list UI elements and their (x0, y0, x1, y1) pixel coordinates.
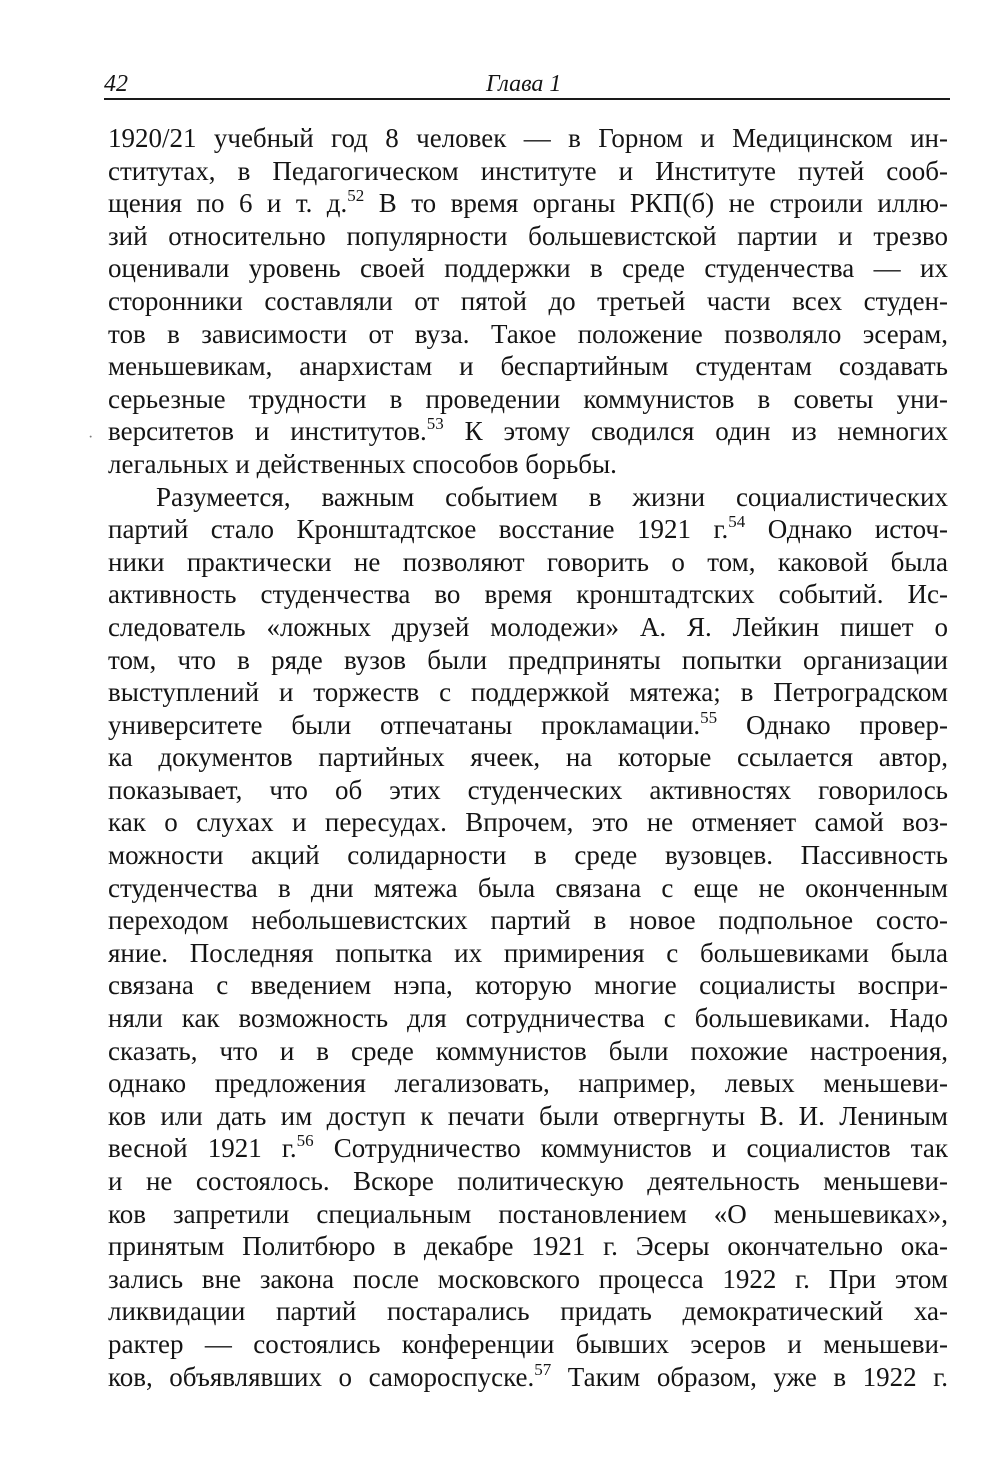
text-line (108, 513, 948, 546)
text-line: легальных и действенных способов борьбы. (108, 448, 617, 479)
footnote-ref-57: 57 (534, 1359, 552, 1379)
text-line: переходом небольшевистских партий в новое подпольное состо- (108, 905, 948, 936)
text-line: однако предложения легализовать, например, левых меньшеви- (108, 1068, 948, 1099)
text-line: тов в зависимости от вуза. Такое положение позволяло эсерам, (108, 318, 948, 349)
paragraph-1 (108, 122, 948, 481)
text-line: оценивали уровень своей поддержки в среде студенчества — их (108, 253, 948, 284)
text-line: яние. Последняя попытка их примирения с большевиками была (108, 937, 948, 968)
text-run: Однако источ- (745, 514, 948, 545)
text-line: ликвидации партий постарались придать демократический ха- (108, 1296, 948, 1327)
text-run: ков, объявлявших о самороспуске. (108, 1361, 535, 1392)
header-rule (104, 98, 950, 100)
footnote-ref-52: 52 (347, 186, 365, 206)
footnote-ref-54: 54 (728, 512, 746, 532)
text-line (108, 1361, 948, 1394)
page-number: 42 (104, 71, 128, 97)
text-run: Сотрудничество коммунистов и социалистов так (313, 1133, 948, 1164)
footnote-ref-53: 53 (426, 414, 444, 434)
text-line (108, 1132, 948, 1165)
text-line: том, что в ряде вузов были предприняты попытки организации (108, 644, 948, 675)
text-line: ники практически не позволяют говорить о том, каковой была (108, 546, 948, 577)
text-run: К этому сводился один из немногих (443, 416, 948, 447)
text-run: В то время органы РКП(б) не строили иллю- (364, 188, 948, 219)
running-head: Глава 1 (486, 71, 562, 97)
footnote-ref-56: 56 (296, 1131, 314, 1151)
text-line: зий относительно популярности большевистской партии и трезво (108, 220, 948, 251)
text-line: можности акций солидарности в среде вузовцев. Пассивность (108, 840, 948, 871)
text-run: Таким образом, уже в 1922 г. (551, 1361, 948, 1392)
text-run: верситетов и институтов. (108, 416, 427, 447)
text-run: партий стало Кронштадтское восстание 1921 г. (108, 514, 729, 545)
text-line: серьезные трудности в проведении коммунистов в советы уни- (108, 383, 948, 414)
text-run: щения по 6 и т. д. (108, 188, 348, 219)
text-line: няли как возможность для сотрудничества с большевиками. Надо (108, 1003, 948, 1034)
footnote-ref-55: 55 (700, 707, 718, 727)
text-line (108, 415, 948, 448)
text-line (108, 187, 948, 220)
text-line: как о слухах и пересудах. Впрочем, это не отменяет самой воз- (108, 807, 948, 838)
margin-mark: · (88, 429, 94, 446)
text-line: рактер — состоялись конференции бывших эсеров и меньшеви- (108, 1328, 948, 1359)
text-line: ка документов партийных ячеек, на которые ссылается автор, (108, 742, 948, 773)
body-text (108, 122, 948, 1393)
text-run: весной 1921 г. (108, 1133, 297, 1164)
text-run: Однако провер- (717, 709, 948, 740)
text-line: и не состоялось. Вскоре политическую деятельность меньшеви- (108, 1166, 948, 1196)
text-line: показывает, что об этих студенческих активностях говорилось (108, 774, 948, 805)
text-line: ститутах, в Педагогическом институте и Институте путей сооб- (108, 155, 948, 186)
page-header (104, 66, 950, 100)
text-line: Разумеется, важным событием в жизни социалистических (156, 481, 948, 512)
text-line: сказать, что и в среде коммунистов были похожие настроения, (108, 1035, 948, 1066)
text-line: сторонники составляли от пятой до третьей части всех студен- (108, 285, 948, 316)
text-line: активность студенчества во время кронштадтских событий. Ис- (108, 579, 948, 610)
text-line (108, 709, 948, 742)
text-line: ков или дать им доступ к печати были отвергнуты В. И. Лениным (108, 1100, 948, 1131)
text-line: связана с введением нэпа, которую многие социалисты воспри- (108, 970, 948, 1001)
text-line: принятым Политбюро в декабре 1921 г. Эсеры окончательно ока- (108, 1231, 948, 1262)
text-line: меньшевикам, анархистам и беспартийным студентам создавать (108, 351, 948, 382)
text-line: студенчества в дни мятежа была связана с еще не оконченным (108, 872, 948, 903)
text-line: выступлений и торжеств с поддержкой мятежа; в Петроградском (108, 677, 948, 708)
text-line: 1920/21 учебный год 8 человек — в Горном и Медицинском ин- (108, 123, 948, 153)
text-line: следователь «ложных друзей молодежи» А. Я. Лейкин пишет о (108, 611, 948, 642)
text-line: зались вне закона после московского процесса 1922 г. При этом (108, 1263, 948, 1294)
text-run: университете были отпечатаны прокламации. (108, 709, 701, 740)
text-line: ков запретили специальным постановлением «О меньшевиках», (108, 1198, 948, 1229)
paragraph-2 (108, 481, 948, 1394)
